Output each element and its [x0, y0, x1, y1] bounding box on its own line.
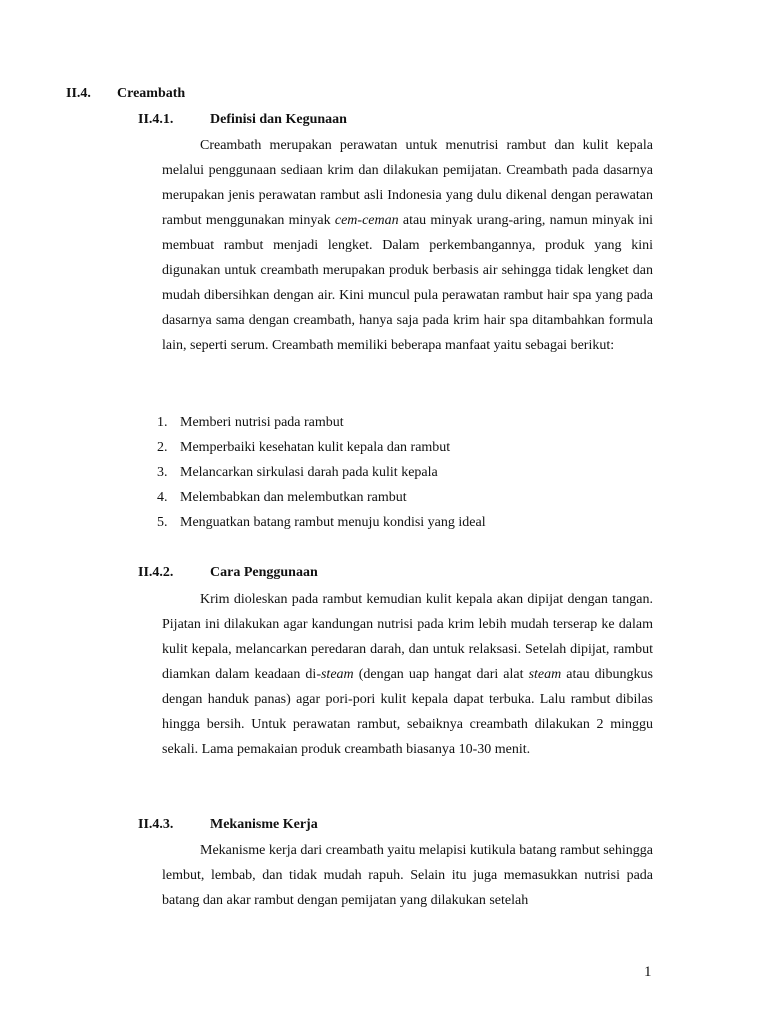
paragraph-cara-penggunaan	[162, 587, 653, 762]
subsection-number: II.4.2.	[138, 565, 174, 580]
paragraph-text: Mekanisme kerja dari creambath yaitu melapisi kutikula batang rambut sehingga lembut, lembab, dan tidak mudah rapuh. Selain itu juga memasukkan nutrisi pada batang dan akar rambut dengan pemijatan yang dilakukan setelah	[162, 843, 653, 908]
subsection-number: II.4.1.	[138, 112, 174, 127]
list-item: 5. Menguatkan batang rambut menuju kondisi yang ideal	[157, 515, 486, 530]
section-title: Creambath	[117, 86, 186, 101]
italic-term: cem-ceman	[334, 213, 399, 228]
paragraph-text: atau dibungkus dengan handuk panas) agar pori-pori kulit kepala dapat terbuka. Lalu rambut dibilas hingga bersih. Untuk perawatan rambut, sebaiknya creambath dilakukan 2 minggu sekali. Lama pemakaian produk creambath biasanya 10-30 menit.	[162, 667, 654, 757]
section-heading	[66, 86, 185, 102]
italic-term: steam	[528, 667, 562, 682]
subsection-title: Definisi dan Kegunaan	[210, 112, 347, 127]
paragraph-text: Krim dioleskan pada rambut kemudian kulit kepala akan dipijat dengan tangan. Pijatan ini dilakukan agar kandungan nutrisi pada krim lebih mudah terserap ke dalam kulit kepala, melancarkan peredaran darah, dan untuk relaksasi. Setelah dipijat, rambut diamkan dalam keadaan di-	[162, 592, 653, 682]
list-item: 3. Melancarkan sirkulasi darah pada kulit kepala	[157, 465, 438, 480]
list-item: 4. Melembabkan dan melembutkan rambut	[157, 490, 407, 505]
paragraph-text: (dengan uap hangat dari alat	[353, 667, 529, 682]
benefits-list	[157, 410, 486, 535]
subsection-heading-2	[138, 565, 318, 581]
paragraph-text: atau minyak urang-aring, namun minyak ini membuat rambut menjadi lengket. Dalam perkembangannya, produk yang kini digunakan untuk creambath merupakan produk berbasis air sehingga tidak lengket dan mudah dibersihkan dengan air. Kini muncul pula perawatan rambut hair spa yang pada dasarnya sama dengan creambath, hanya saja pada krim hair spa ditambahkan formula lain, seperti serum. Creambath memiliki beberapa manfaat yaitu sebagai berikut:	[162, 213, 653, 353]
subsection-title: Mekanisme Kerja	[210, 817, 318, 832]
subsection-title: Cara Penggunaan	[210, 565, 318, 580]
paragraph-definisi	[162, 133, 653, 358]
subsection-heading-3	[138, 817, 318, 833]
page-number: 1	[644, 964, 652, 980]
list-item: 1. Memberi nutrisi pada rambut	[157, 415, 344, 430]
list-item: 2. Memperbaiki kesehatan kulit kepala dan rambut	[157, 440, 451, 455]
subsection-number: II.4.3.	[138, 817, 174, 832]
italic-term: steam	[320, 667, 354, 682]
paragraph-mekanisme-kerja	[162, 838, 653, 913]
section-number: II.4.	[66, 86, 91, 101]
subsection-heading-1	[138, 112, 347, 128]
paragraph-text: Creambath merupakan perawatan untuk menutrisi rambut dan kulit kepala melalui penggunaan sediaan krim dan dilakukan pemijatan. Creambath pada dasarnya merupakan jenis perawatan rambut asli Indonesia yang dulu dikenal dengan perawatan rambut menggunakan minyak	[162, 138, 653, 228]
